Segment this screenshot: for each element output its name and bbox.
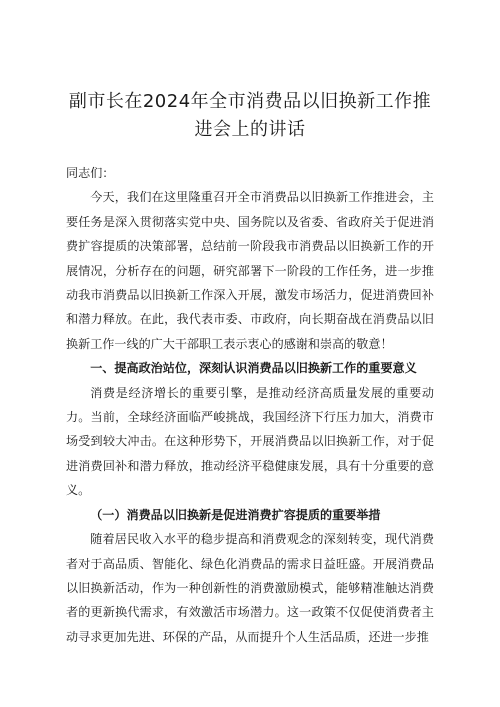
title-line-2: 进会上的讲话 bbox=[194, 119, 306, 140]
title-line-1: 副市长在2024年全市消费品以旧换新工作推 bbox=[68, 91, 432, 112]
paragraph-section-1: 消费是经济增长的重要引擎，是推动经济高质量发展的重要动力。当前，全球经济面临严峻挑战，我国经济下行压力加大，消费市场受到较大冲击。在这种形势下，开展消费品以旧换新工作，对于促进消费回补和潜力释放，推动经济平稳健康发展，具有十分重要的意义。 bbox=[66, 385, 434, 498]
subsection-heading-1: （一）消费品以旧换新是促进消费扩容提质的重要举措 bbox=[90, 507, 381, 522]
salutation: 同志们： bbox=[66, 166, 115, 180]
section-heading-1: 一、提高政治站位，深刻认识消费品以旧换新工作的重要意义 bbox=[90, 361, 417, 376]
paragraph-subsection-1: 随着居民收入水平的稳步提高和消费观念的深刻转变，现代消费者对于高品质、智能化、绿色化消费品的需求日益旺盛。开展消费品以旧换新活动，作为一种创新性的消费激励模式，能够精准触达消费者的更新换代需求，有效激活市场潜力。这一政策不仅促使消费者主动寻求更加先进、环保的产品，从而提升个人生活品质，还进一步推 bbox=[66, 532, 434, 644]
document-body bbox=[66, 161, 434, 649]
paragraph-opening: 今天，我们在这里隆重召开全市消费品以旧换新工作推进会，主要任务是深入贯彻落实党中央、国务院以及省委、省政府关于促进消费扩容提质的决策部署，总结前一阶段我市消费品以旧换新工作的开展情况，分析存在的问题，研究部署下一阶段的工作任务，进一步推动我市消费品以旧换新工作深入开展，激发市场活力，促进消费回补和潜力释放。在此，我代表市委、市政府，向长期奋战在消费品以旧换新工作一线的广大干部职工表示衷心的感谢和崇高的敬意！ bbox=[66, 190, 434, 351]
document-title bbox=[60, 88, 440, 144]
